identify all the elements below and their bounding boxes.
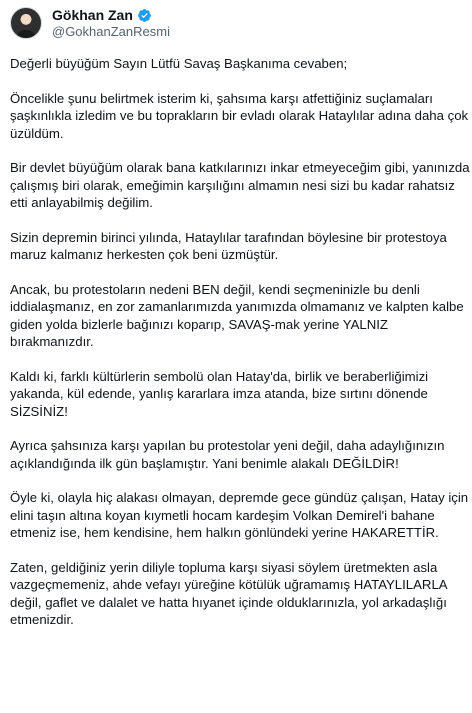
tweet-paragraph: Bir devlet büyüğüm olarak bana katkılarınızı inkar etmeyeceğim gibi, yanınızda çalışmış biri olarak, emeğimin karşılığını almamın nesi sizi bu kadar rahatsız etti anlayabilmiş değilim.: [10, 160, 470, 210]
tweet-paragraph: Zaten, geldiğiniz yerin diliyle topluma karşı siyasi söylem üretmekten asla vazgeçmemeniz, ahde vefayı yüreğine kötülük uğramamış HATAYLILARLA değil, gaflet ve dalalet ve hatta hıyanet içinde olduklarınızla, yol arkadaşlığı etmenizdir.: [10, 559, 447, 627]
tweet-paragraph: Sizin depremin birinci yılında, Hataylılar tarafından böylesine bir protestoya maruz kalmanız herkesten çok beni üzmüştür.: [10, 229, 447, 262]
display-name-row: [52, 7, 170, 24]
tweet-header: [10, 6, 170, 40]
tweet-paragraph: Kaldı ki, farklı kültürlerin sembolü olan Hatay'da, birlik ve beraberliğimizi yakanda, kül edende, yanlış kararlara imza atanda, bize sırtını dönende SİZSİNİZ!: [10, 368, 429, 419]
tweet-paragraph: Ancak, bu protestoların nedeni BEN değil, kendi seçmeninizle bu denli iddialaşmanız, en zor zamanlarımızda yanımızda olmamanız ve kalpten kalbe giden yolda bizlerle bağınızı koparıp, SAVAŞ-mak yerine YALNIZ bırakmanızdır.: [10, 281, 464, 349]
verified-badge-icon: [137, 8, 152, 23]
author-info: [52, 7, 170, 40]
display-name[interactable]: Gökhan Zan: [52, 6, 133, 23]
tweet-paragraph: Değerli büyüğüm Sayın Lütfü Savaş Başkanıma cevaben;: [10, 56, 348, 71]
avatar[interactable]: [10, 7, 42, 39]
tweet-paragraph: Öyle ki, olayla hiç alakası olmayan, depremde gece gündüz çalışan, Hatay için elini taşın altına koyan kıymetli hocam kardeşim Volkan Demirel'i bahane etmeniz ise, hem kendisine, hem halkın gönlündeki yerine HAKARETTİR.: [10, 490, 469, 540]
handle[interactable]: @GokhanZanResmi: [52, 23, 170, 39]
tweet-paragraph: Öncelikle şunu belirtmek isterim ki, şahsıma karşı atfettiğiniz suçlamaları şaşkınlıkla izledim ve bu toprakların bir evladı olarak Hataylılar adına daha çok üzüldüm.: [10, 90, 469, 141]
tweet-paragraph: Ayrıca şahsınıza karşı yapılan bu protestolar yeni değil, daha adaylığınızın açıklandığında ilk gün başlamıştır. Yani benimle alakalı DEĞİLDİR!: [10, 438, 445, 471]
tweet-text: [10, 55, 470, 646]
